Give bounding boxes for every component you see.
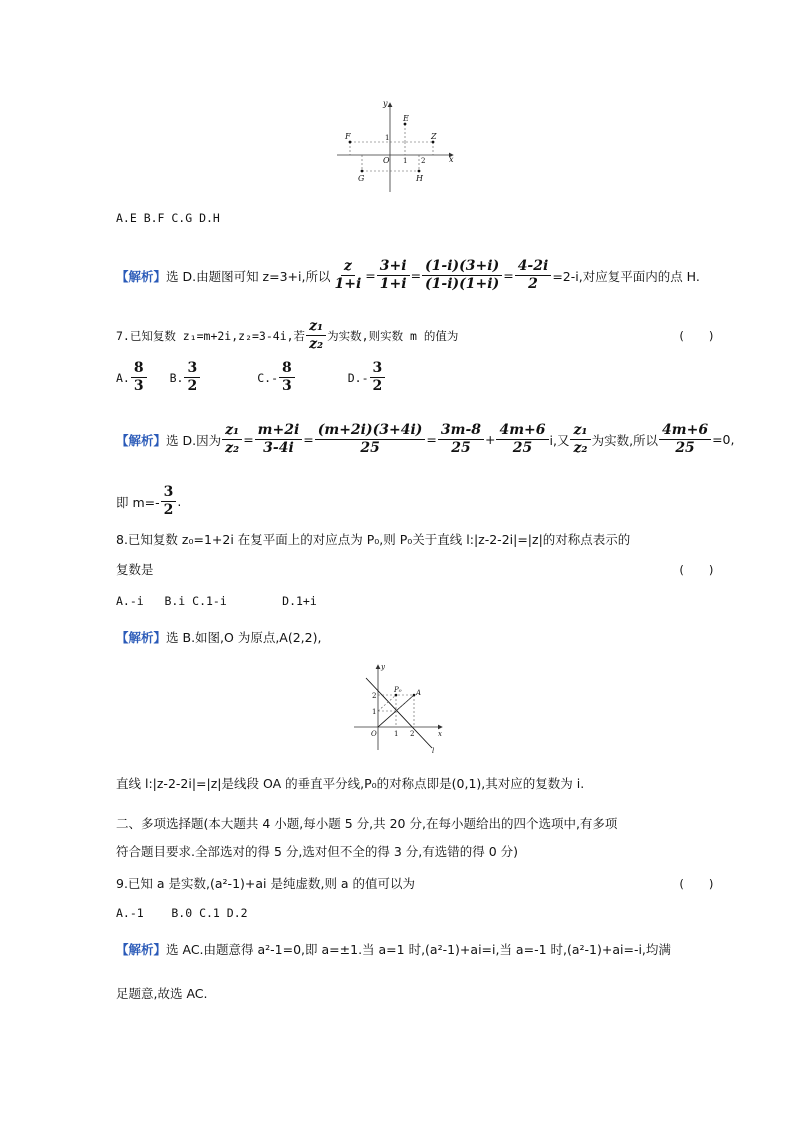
q8-stem-line1: 8.已知复数 z₀=1+2i 在复平面上的对应点为 P₀,则 P₀关于直线 l:|z-2-2i|=|z|的对称点表示的 bbox=[116, 532, 631, 547]
q6-solution-text-1: 选 D.由题图可知 z=3+i,所以 bbox=[166, 268, 331, 284]
complex-plane-figure-1 bbox=[335, 98, 460, 194]
q8-stem-line2: 复数是 bbox=[116, 562, 154, 577]
fig2-label-P0: P₀ bbox=[394, 686, 402, 694]
q6-frac-1: $\frac{z}{1+i}$ bbox=[334, 258, 362, 292]
fig2-axis-y: y bbox=[381, 663, 385, 671]
q6-frac-2: $\frac{3+i}{1+i}$ bbox=[377, 258, 410, 293]
q9-options: A.-1 B.0 C.1 D.2 bbox=[116, 906, 248, 920]
fig2-tick-x1: 1 bbox=[394, 730, 399, 738]
fig1-label-G: G bbox=[358, 174, 365, 183]
fig1-label-H: H bbox=[416, 174, 423, 183]
q6-solution: 【解析】 选 D.由题图可知 z=3+i,所以 $\frac{z}{1+i}$ = $\frac{3+i}{1+i}$ = $\frac{(1-i)(3+i)}{(1-i)(1+i)}$ = $\frac{4-2i}{2}$ =2-i,对应复平面内的点 H. bbox=[116, 258, 700, 292]
fig1-label-Z: Z bbox=[431, 132, 437, 141]
q9-solution-line2: 足题意,故选 AC. bbox=[116, 986, 208, 1001]
fig1-label-F: F bbox=[345, 132, 351, 141]
q6-frac-4: $\frac{4-2i}{2}$ bbox=[515, 258, 552, 293]
q9-solution-line1: 【解析】选 AC.由题意得 a²-1=0,即 a=±1.当 a=1 时,(a²-1)+ai=i,当 a=-1 时,(a²-1)+ai=-i,均满 bbox=[116, 942, 671, 957]
fig2-axis-x: x bbox=[438, 730, 442, 738]
q8-options: A.-i B.i C.1-i D.1+i bbox=[116, 594, 317, 608]
fig2-label-A: A bbox=[416, 689, 422, 697]
section-2-heading-line2: 符合题目要求.全部选对的得 5 分,选对但不全的得 3 分,有选错的得 0 分) bbox=[116, 844, 518, 859]
q7-stem: 7.已知复数 z₁=m+2i,z₂=3-4i,若 $\frac{\text{z₁}}{\text{z₂}}$ 为实数,则实数 m 的值为 bbox=[116, 318, 459, 352]
q6-options: A.E B.F C.G D.H bbox=[116, 211, 220, 225]
solution-tag: 【解析】 bbox=[116, 432, 167, 448]
q6-solution-text-2: =2-i,对应复平面内的点 H. bbox=[552, 268, 700, 284]
q7-stem-frac: $\frac{\text{z₁}}{\text{z₂}}$ bbox=[306, 318, 326, 353]
q8-answer-paren: ( ) bbox=[678, 563, 715, 577]
q7-answer-paren: ( ) bbox=[678, 329, 715, 343]
fig1-tick-x2: 2 bbox=[421, 157, 426, 165]
fig2-tick-y1: 1 bbox=[372, 708, 377, 716]
q9-stem: 9.已知 a 是实数,(a²-1)+ai 是纯虚数,则 a 的值可以为 bbox=[116, 876, 416, 891]
solution-tag: 【解析】 bbox=[116, 268, 167, 284]
q7-options: A. $\frac{8}{3}$ B. $\frac{3}{2}$ C.- $\frac{8}{3}$ D.- $\frac{3}{2}$ bbox=[116, 360, 386, 395]
fig1-axis-y: y bbox=[383, 99, 388, 108]
q7-solution-line2: 即 m=- $\frac{3}{2}$ . bbox=[116, 484, 182, 518]
solution-tag: 【解析】 bbox=[116, 942, 167, 957]
fig2-tick-y2: 2 bbox=[372, 692, 377, 700]
fig1-tick-x1: 1 bbox=[403, 157, 408, 165]
q6-frac-3: $\frac{(1-i)(3+i)}{(1-i)(1+i)}$ bbox=[422, 258, 502, 293]
fig1-axis-x: x bbox=[449, 155, 454, 164]
q8-solution-line1: 【解析】选 B.如图,O 为原点,A(2,2), bbox=[116, 630, 322, 645]
q9-answer-paren: ( ) bbox=[678, 877, 715, 891]
solution-tag: 【解析】 bbox=[116, 630, 167, 645]
fig2-tick-x2: 2 bbox=[410, 730, 415, 738]
fig1-origin: O bbox=[383, 156, 390, 165]
complex-plane-figure-2 bbox=[352, 660, 448, 756]
fig2-label-l: l bbox=[432, 747, 435, 755]
q7-solution: 【解析】 选 D.因为 $\frac{\text{z₁}}{\text{z₂}}$ = $\frac{m+2i}{3-4i}$ = $\frac{(m+2i)(3+4i)}{25}$ = $\frac{3m-8}{25}$ + $\frac{4m+6}{25}$ i,又 $\frac{\text{z₁}}{\text{z₂}}$ 为实数,所以 $\frac{4m+6}{25}$ =0, bbox=[116, 422, 735, 456]
fig1-tick-y1: 1 bbox=[385, 134, 390, 142]
section-2-heading-line1: 二、多项选择题(本大题共 4 小题,每小题 5 分,共 20 分,在每小题给出的四个选项中,有多项 bbox=[116, 816, 618, 831]
q8-solution-line2: 直线 l:|z-2-2i|=|z|是线段 OA 的垂直平分线,P₀的对称点即是(0,1),其对应的复数为 i. bbox=[116, 776, 585, 791]
fig2-origin: O bbox=[371, 730, 377, 738]
fig1-label-E: E bbox=[403, 114, 409, 123]
